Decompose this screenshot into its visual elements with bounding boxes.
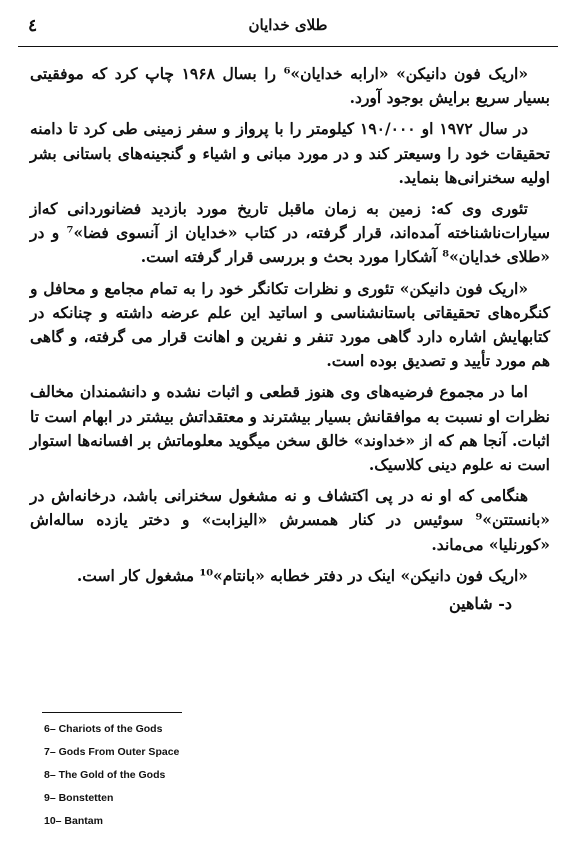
paragraph: هنگامی که او نه در پی اکتشاف و نه مشغول سخنرانی باشد، در‌خانه‌اش در «بانستتن»⁹ سوئیس در کنار همسرش «الیزابت» و دختر یازده ساله‌اش «کورنلیا» می‌ماند. bbox=[30, 486, 550, 554]
page-header bbox=[18, 12, 558, 42]
running-title: طلای خدایان bbox=[248, 16, 328, 34]
author-signature: د- شاهین bbox=[448, 594, 512, 614]
body-text bbox=[30, 62, 550, 616]
footnote: 6– Chariots of the Gods bbox=[44, 723, 163, 735]
paragraph: «اریک فون دانیکن» اینک در دفتر خطابه «بانتام»¹⁰ مشغول کار است. bbox=[76, 565, 528, 585]
header-rule bbox=[18, 46, 558, 47]
footnote: 7– Gods From Outer Space bbox=[44, 746, 180, 758]
paragraph: در سال ۱۹۷۲ او ۱۹۰/۰۰۰ کیلومتر را با پرواز و سفر زمینی طی کرد تا دامنه تحقیقات خود را وسیعتر کند و در مورد مبانی و اشیاء و گنجینه‌های باستانی بشر اولیه سخنرانی‌ها بنماید. bbox=[30, 119, 550, 187]
footnote: 10– Bantam bbox=[44, 815, 103, 827]
footnotes bbox=[44, 718, 344, 833]
footnote: 9– Bonstetten bbox=[44, 792, 114, 804]
page-number: ٤ bbox=[28, 16, 38, 36]
paragraph: «اریک فون دانیکن» تئوری و نظرات تکانگر خود را به تمام مجامع و محافل و کنگره‌های تحقیقاتی باستانشناسی و اساتید این علم عرضه داشته و چنانکه در کتابهایش اشاره دارد گاهی مورد تنفر و نفرین و اهانت قرار می گرفته، و گاهی هم مورد تأیید و تصدیق بوده است. bbox=[30, 278, 550, 371]
paragraph: اما در مجموع فرضیه‌های وی هنوز قطعی و اثبات نشده و دانشمندان مخالف نظرات او نسبت به موافقانش بسیار بیشترند و معتقداتش بیشتر در ابهام است تا اثبات. آنجا هم که از «خداوند» خالق سخن میگوید معلوماتش بر افسانه‌ها استوار است نه علوم دینی کلاسیک. bbox=[30, 382, 550, 475]
footnote-rule bbox=[42, 712, 182, 713]
footnote: 8– The Gold of the Gods bbox=[44, 769, 166, 781]
paragraph: تئوری وی که: زمین به زمان ماقبل تاریخ مورد بازدید فضانوردانی که‌از سیارات‌ناشناخته آمده‌اند، قرار گرفته، در کتاب «خدایان از آنسوی فضا»⁷ و در «طلای خدایان»⁸ آشکارا مورد بحث و بررسی قرار گرفته است. bbox=[30, 199, 550, 267]
paragraph: «اریک فون دانیکن» «ارابه خدایان»⁶ را بسال ۱۹۶۸ چاپ کرد که موفقیتی بسیار سریع برایش بوجود آورد. bbox=[30, 64, 550, 108]
